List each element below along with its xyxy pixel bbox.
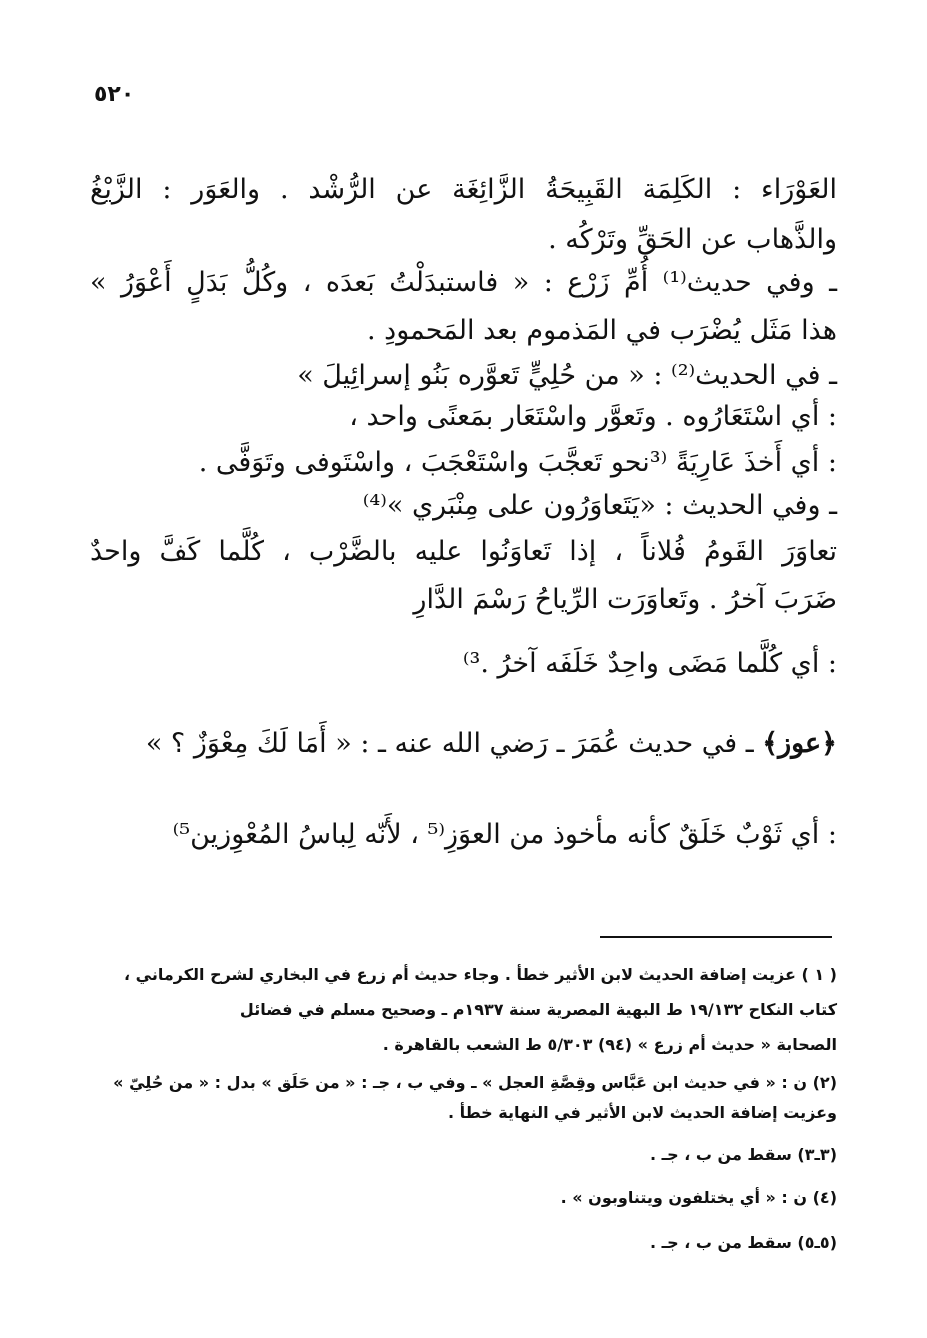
footnote-line: وعزيت إضافة الحديث لابن الأثير في النهاية خطأ . xyxy=(447,1103,837,1122)
footnote-line: كتاب النكاح ١٩/١٣٢ ط البهية المصرية سنة ١٩٣٧م ـ وصحيح مسلم في فضائل xyxy=(239,1000,837,1019)
body-line: : أي أَخذَ عَارِيَةً ⁽³نحو تَعجَّبَ واسْتَعْجَبَ ، واسْتَوفى وتَوَفَّى . xyxy=(198,447,837,478)
footnote-line: (٣ـ٣) سقط من ب ، جـ . xyxy=(650,1145,837,1164)
footnote-line: (٢) ن : « في حديث ابن عَبَّاس وقِصَّةِ العجل » ـ وفي ب ، جـ : « من حَلَق » بدل : « من حُلِيّ » xyxy=(113,1073,837,1092)
body-line: : أي كُلَّما مَضَى واحِدٌ خَلَفَه آخرُ .³⁾ xyxy=(462,648,837,679)
body-line: ـ في الحديث⁽²⁾ : « من حُلِيٍّ تَعوَّره بَنُو إسرائِيلَ » xyxy=(297,360,837,391)
body-line: العَوْرَاء : الكَلِمَة القَبِيحَةُ الزَّائِغَة عن الرُّشْد . والعَوَر : الزَّيْغُ xyxy=(90,174,837,205)
footnote-separator xyxy=(600,936,832,938)
body-line: ـ وفي حديث⁽¹⁾ أُمِّ زَرْع : « فاستبدَلْتُ بَعدَه ، وكُلُّ بَدَلٍ أَعْوَرُ » xyxy=(90,267,838,298)
body-line: : أي اسْتَعَارُوه . وتَعوَّر واسْتَعَار بمَعنًى واحد ، xyxy=(349,401,837,432)
entry-line xyxy=(146,724,837,764)
body-line: تعاوَرَ القَومُ فُلاناً ، إذا تَعاوَنُوا عليه بالضَّرْب ، كُلَّما كَفَّ واحدٌ xyxy=(90,536,837,567)
body-line: والذَّهاب عن الحَقِّ وتَرْكُه . xyxy=(548,224,837,255)
footnote-line: (٤) ن : « أي يختلفون ويتناوبون » . xyxy=(560,1188,837,1207)
footnote-line: الصحابة « حديث أم زرع » (٩٤) ٥/٣٠٣ ط الشعب بالقاهرة . xyxy=(382,1035,837,1054)
page-number: ٥٢٠ xyxy=(94,82,135,107)
entry-hadith: ـ في حديث عُمَرَ ـ رَضي الله عنه ـ : « أَمَا لَكَ مِعْوَزٌ ؟ » xyxy=(145,728,754,759)
body-line: ضَرَبَ آخرُ . وتَعاوَرَت الرِّياحُ رَسْمَ الدَّارِ xyxy=(413,584,837,615)
body-line: ـ وفي الحديث : «يَتَعاوَرُون على مِنْبَري »⁽⁴⁾ xyxy=(362,490,837,521)
footnote-line: (٥ـ٥) سقط من ب ، جـ . xyxy=(650,1233,837,1252)
body-line: هذا مَثَل يُضْرَب في المَذموم بعد المَحمودِ . xyxy=(367,315,837,346)
entry-explanation: : أي ثَوْبٌ خَلَقٌ كأنه مأخوذ من العوَزِ⁽⁵ ، لأَنّه لِباسُ المُعْوِزين⁵⁾ xyxy=(172,819,837,850)
entry-headword: ﴿عوز﴾ xyxy=(762,728,837,759)
footnote-line: ( ١ ) عزيت إضافة الحديث لابن الأثير خطأ . وجاء حديث أم زرع في البخاري لشرح الكرماني ، xyxy=(123,965,837,984)
